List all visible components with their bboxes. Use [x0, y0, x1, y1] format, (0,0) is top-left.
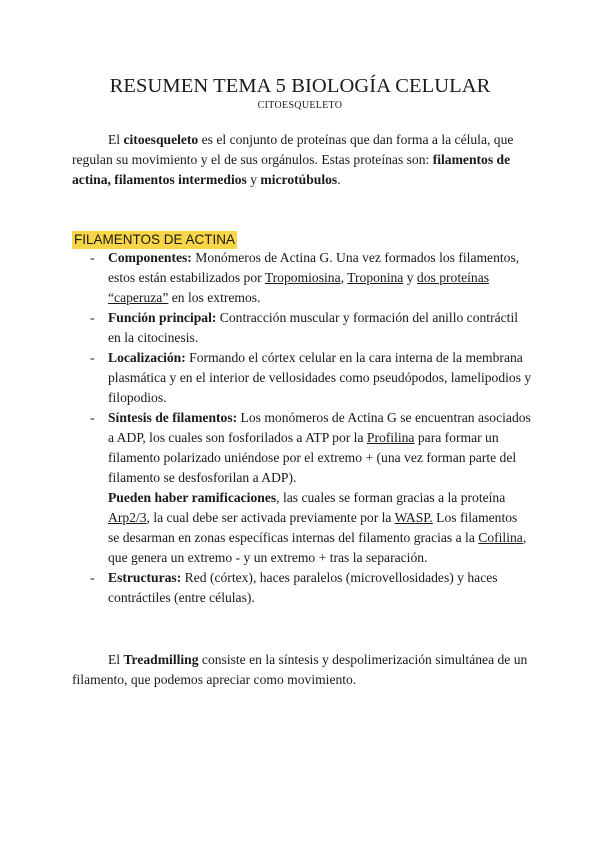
bullet-dash: -: [90, 350, 95, 365]
intro-text: .: [337, 172, 341, 187]
term-profilina: Profilina: [366, 430, 415, 445]
bullet-dash: -: [90, 310, 95, 325]
item-label: Localización:: [108, 350, 186, 365]
item-text: en los extremos.: [168, 290, 261, 305]
item-text: , que genera un extremo - y un extremo + tras la separación.: [108, 530, 527, 565]
item-text: , la cual debe ser activada previamente por la: [146, 510, 395, 525]
item-text: ,: [340, 270, 348, 285]
bullet-dash: -: [90, 410, 95, 425]
page-subtitle: CITOESQUELETO: [257, 100, 343, 111]
section-heading-actina: FILAMENTOS DE ACTINA: [74, 232, 236, 247]
treadmilling-paragraph: [72, 650, 532, 690]
item-text: Formando el córtex celular en la cara interna de la membrana plasmática y en el interior de vellosidades como pseudópodos, lamelipodios y filopodios.: [108, 350, 532, 405]
item-text: Contracción muscular y formación del anillo contráctil en la citocinesis.: [108, 310, 519, 345]
item-label: Estructuras:: [108, 570, 182, 585]
intro-text: es el conjunto de proteínas que dan forma a la célula, que regulan su movimiento y el de sus orgánulos. Estas proteínas son:: [72, 132, 514, 167]
term-tropomiosina: Tropomiosina: [264, 270, 341, 285]
intro-text: y: [246, 172, 261, 187]
item-text: Los filamentos se desarman en zonas específicas internas del filamento gracias a la: [108, 510, 518, 545]
item-text: para formar un filamento polarizado uniéndose por el extremo + (una vez forman parte del filamento se desfosforilan a ADP).: [108, 430, 517, 485]
item-text: , las cuales se forman gracias a la proteína: [276, 490, 506, 505]
item-label: Componentes:: [108, 250, 192, 265]
page-title: RESUMEN TEMA 5 BIOLOGÍA CELULAR: [109, 75, 491, 97]
term-cofilina: Cofilina: [478, 530, 523, 545]
list-item-funcion: [72, 308, 532, 348]
item-text: Monómeros de Actina G. Una vez formados los filamentos, estos están estabilizados por: [108, 250, 520, 285]
bullet-dash: -: [90, 250, 95, 265]
outro-text: El: [108, 652, 124, 667]
list-item-localizacion: [72, 348, 532, 408]
actina-bullet-list: [72, 248, 532, 608]
term-wasp: WASP.: [394, 510, 433, 525]
intro-term-citoesqueleto: citoesqueleto: [123, 132, 199, 147]
item-text: y: [403, 270, 417, 285]
term-troponina: Troponina: [347, 270, 404, 285]
intro-term-microtubulos: microtúbulos: [260, 172, 338, 187]
list-item-componentes: [72, 248, 532, 308]
item-text: Red (córtex), haces paralelos (microvellosidades) y haces contráctiles (entre células).: [108, 570, 498, 605]
outro-text: consiste en la síntesis y despolimerización simultánea de un filamento, que podemos apreciar como movimiento.: [72, 652, 528, 687]
intro-paragraph: [72, 130, 532, 190]
item-label: Síntesis de filamentos:: [108, 410, 238, 425]
list-item-sintesis: [72, 408, 532, 568]
term-treadmilling: Treadmilling: [123, 652, 199, 667]
term-caperuza: dos proteínas “caperuza”: [108, 270, 490, 305]
item-text: Los monómeros de Actina G se encuentran asociados a ADP, los cuales son fosforilados a ATP por la: [108, 410, 531, 445]
intro-term-filamentos: filamentos de actina, filamentos intermedios: [72, 152, 511, 187]
intro-text: El: [108, 132, 124, 147]
bullet-dash: -: [90, 570, 95, 585]
list-item-estructuras: [72, 568, 532, 608]
term-arp23: Arp2/3: [108, 510, 147, 525]
item-label: Función principal:: [108, 310, 217, 325]
term-ramificaciones: Pueden haber ramificaciones: [108, 490, 277, 505]
